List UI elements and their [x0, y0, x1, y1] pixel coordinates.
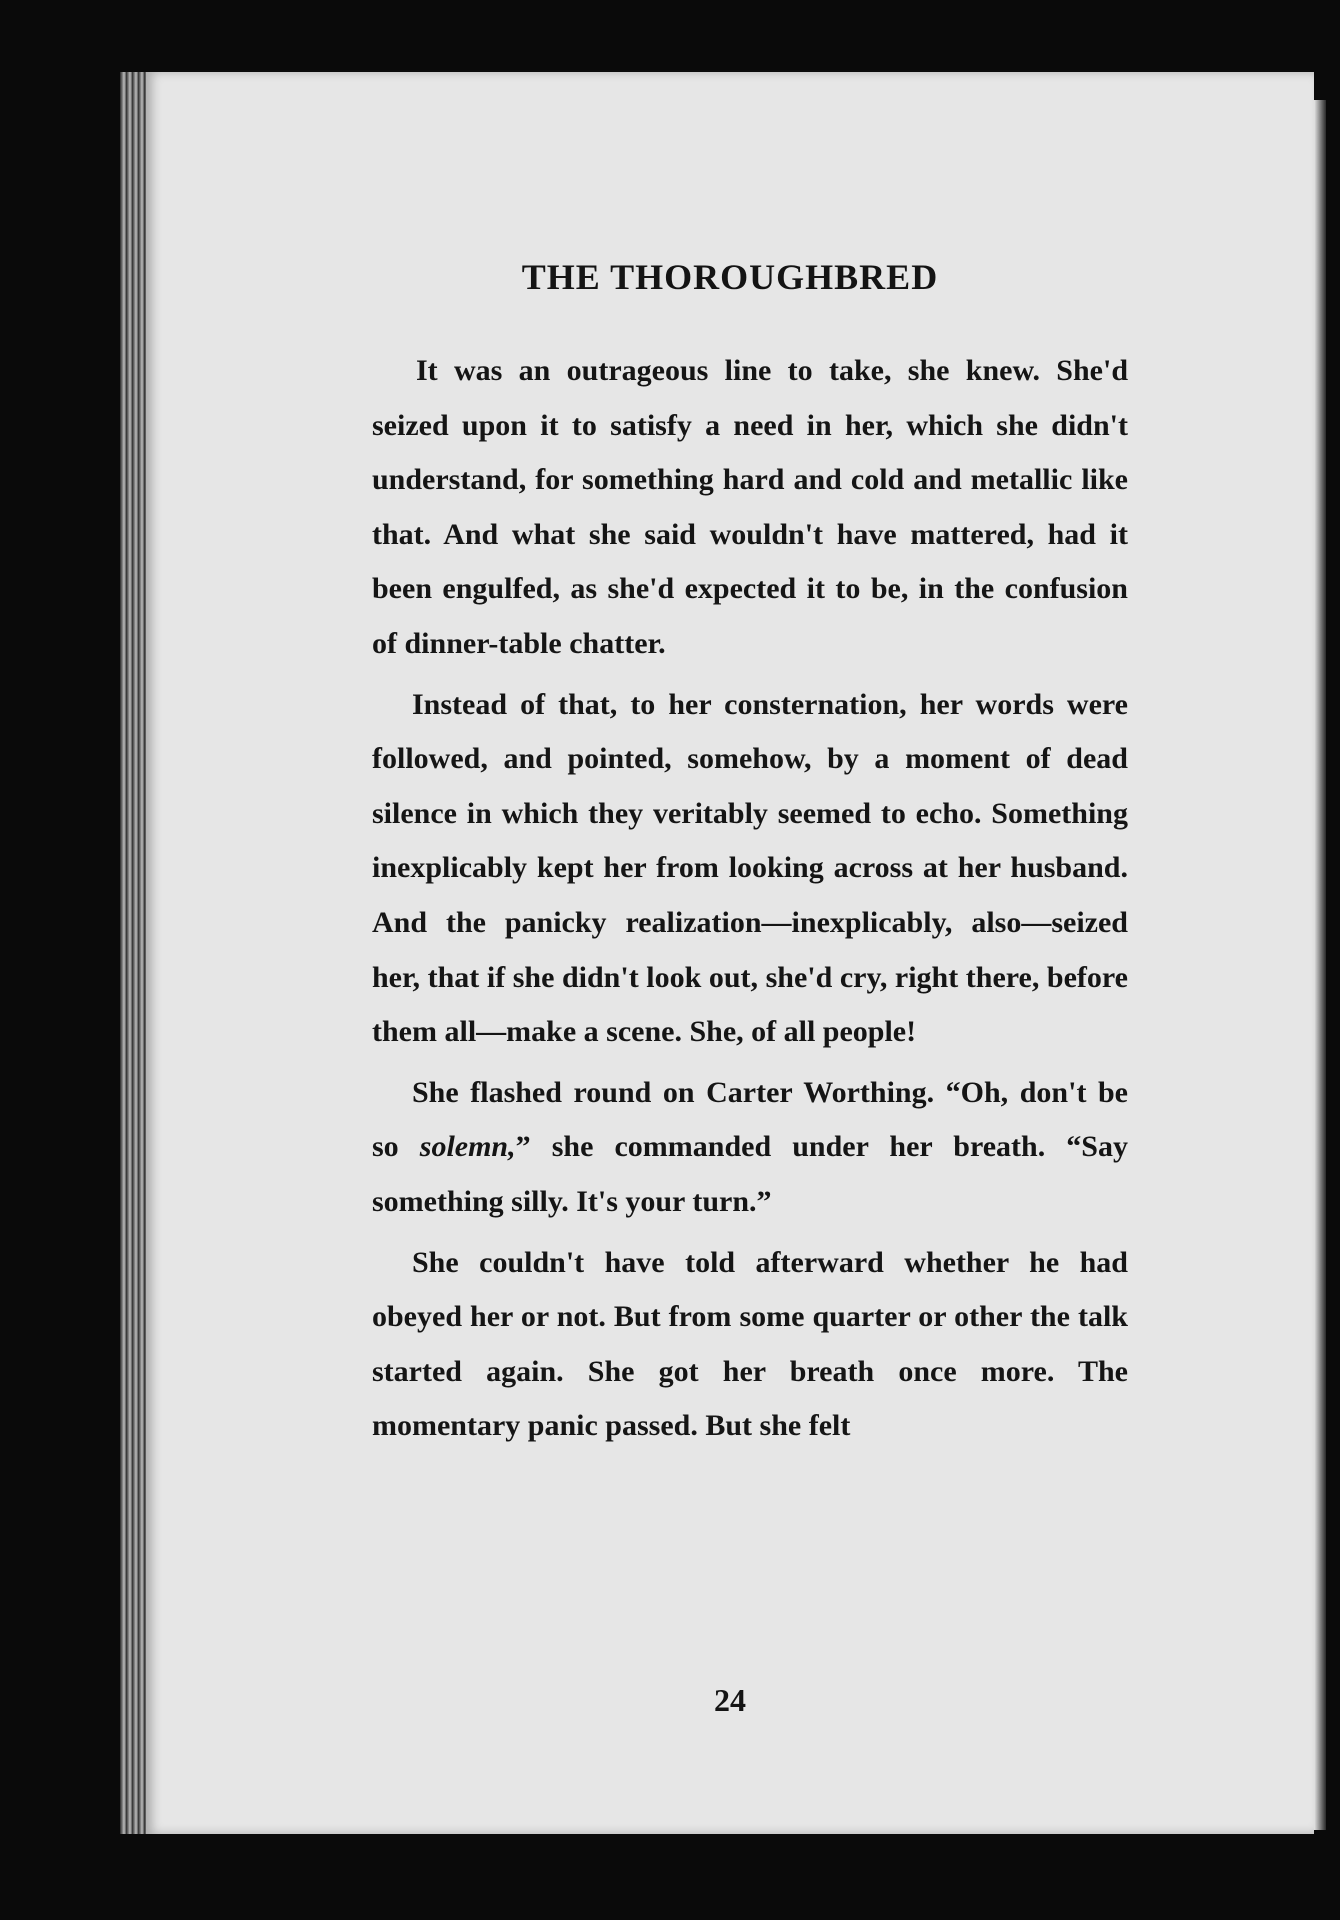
page-number: 24 — [714, 1682, 746, 1718]
book-spine-edge — [120, 72, 148, 1834]
paragraph-3-text-start: She flashed round on Carter Worthing. “Oh, don't be so — [372, 1075, 1128, 1164]
paragraph-2: Instead of that, to her consternation, her words were followed, and pointed, somehow, by a moment of dead silence in which they veritably seemed to echo. Something inexplicably kept her from looking across at her husband. And the panicky realization—inexplicably, also—seized her, that if she didn't look out, she'd cry, right there, before them all—make a scene. She, of all people! — [372, 687, 1128, 1049]
body-text — [372, 344, 1128, 1460]
running-head: THE THOROUGHBRED — [521, 257, 939, 297]
paragraph-3 — [372, 1066, 1128, 1230]
paragraph-1: It was an outrageous line to take, she knew. She'd seized upon it to satisfy a need in her, which she didn't understand, for something hard and cold and metallic like that. And what she said wouldn't have mattered, had it been engulfed, as she'd expected it to be, in the confusion of dinner-table chatter. — [372, 354, 1128, 660]
paragraph-3-emphasis: solemn, — [419, 1130, 516, 1164]
paragraph-4: She couldn't have told afterward whether he had obeyed her or not. But from some quarter or other the talk started again. She got her breath once more. The momentary panic passed. But she felt — [372, 1245, 1128, 1443]
paragraph-3-text-end: ” she commanded under her breath. “Say something silly. It's your turn.” — [372, 1130, 1128, 1218]
page-fold-edge — [1314, 100, 1326, 1830]
